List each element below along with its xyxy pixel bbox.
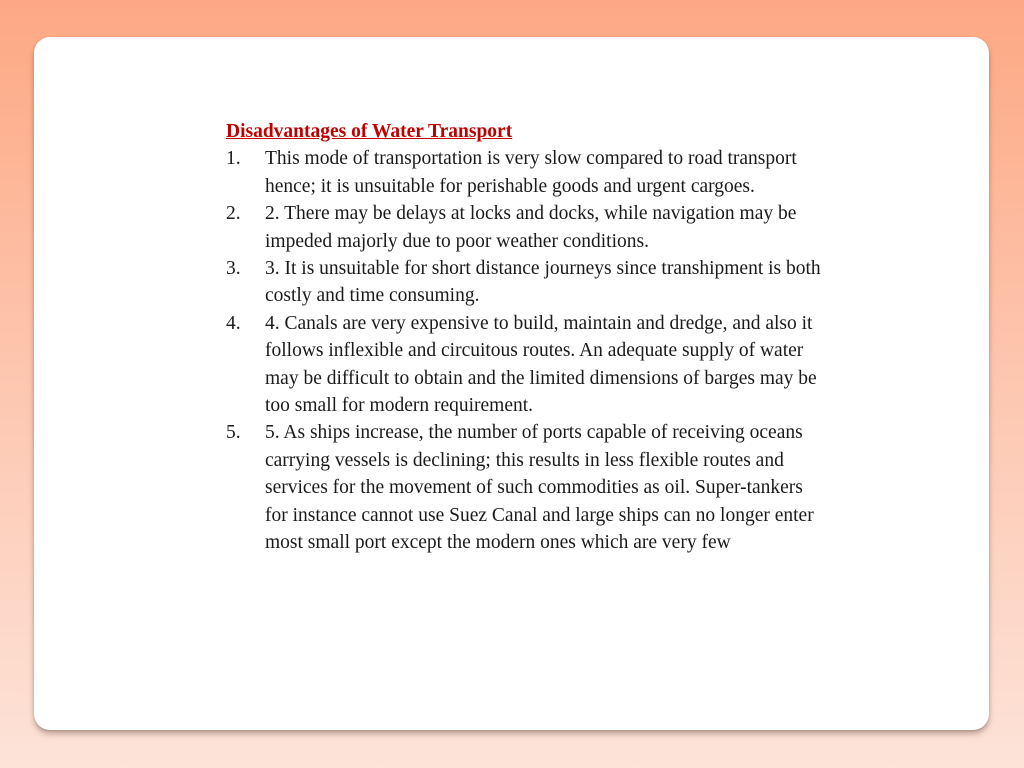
- list-item: [226, 255, 826, 310]
- list-item: [226, 200, 826, 255]
- slide-card: [34, 37, 989, 730]
- slide-content: [226, 118, 826, 557]
- list-item: [226, 145, 826, 200]
- list-item-text: This mode of transportation is very slow compared to road transport hence; it is unsuitable for perishable goods and urgent cargoes.: [265, 148, 797, 197]
- list-item-text: 4. Canals are very expensive to build, maintain and dredge, and also it follows inflexible and circuitous routes. An adequate supply of water may be difficult to obtain and the limited dimensions of barges may be too small for modern requirement.: [265, 312, 817, 417]
- list-item-number: 4.: [226, 312, 241, 334]
- list-item-text: 5. As ships increase, the number of ports capable of receiving oceans carrying vessels is declining; this results in less flexible routes and services for the movement of such commodities as oil. Super-tankers for instance cannot use Suez Canal and large ships can no longer enter most small port except the modern ones which are very few: [265, 422, 814, 554]
- disadvantages-list: [226, 145, 826, 556]
- list-item-number: 3.: [226, 258, 241, 280]
- list-item: [226, 310, 826, 420]
- list-item-text: 2. There may be delays at locks and docks, while navigation may be impeded majorly due to poor weather conditions.: [265, 203, 797, 252]
- slide-heading: Disadvantages of Water Transport: [226, 121, 513, 142]
- list-item-number: 5.: [226, 422, 241, 444]
- list-item-number: 2.: [226, 203, 241, 225]
- list-item-text: 3. It is unsuitable for short distance journeys since transhipment is both costly and time consuming.: [265, 258, 821, 307]
- list-item: [226, 419, 826, 556]
- list-item-number: 1.: [226, 148, 241, 170]
